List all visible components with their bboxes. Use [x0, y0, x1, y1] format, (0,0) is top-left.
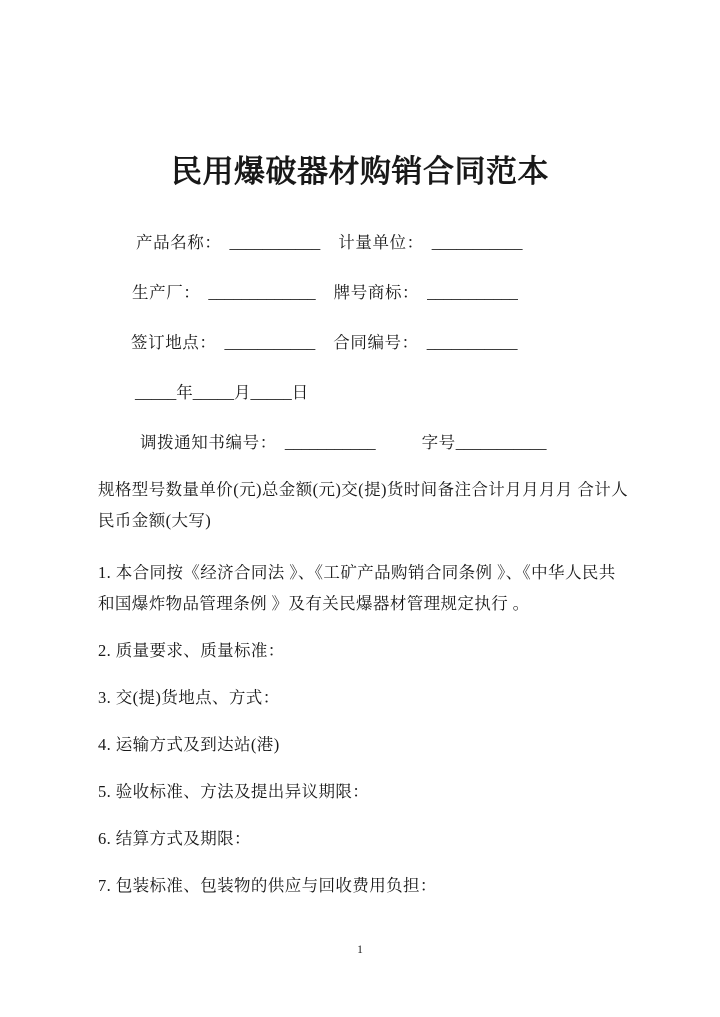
form-row-sign-place	[0, 332, 720, 354]
clause-6: 6. 结算方式及期限：	[98, 829, 251, 848]
manufacturer-field[interactable]: _____________	[208, 283, 316, 302]
transfer-notice-label: 调拨通知书编号：	[140, 433, 277, 452]
contract-header-form	[0, 232, 720, 480]
sign-place-field[interactable]: ___________	[224, 333, 316, 352]
clause-2: 2. 质量要求、质量标准：	[98, 641, 285, 660]
page-number: 1	[357, 944, 363, 956]
brand-field[interactable]: ___________	[427, 283, 518, 302]
contract-number-label: 合同编号：	[333, 333, 419, 352]
clause-1: 1. 本合同按《经济合同法 》、《工矿产品购销合同条例 》、《中华人民共和国爆炸物品管理条例 》及有关民爆器材管理规定执行 。	[98, 563, 616, 613]
unit-field[interactable]: ___________	[431, 233, 523, 252]
page-title: 民用爆破器材购销合同范本	[171, 154, 549, 189]
sign-place-label: 签订地点：	[131, 333, 217, 352]
form-row-date	[0, 382, 720, 404]
clause-7: 7. 包装标准、包装物的供应与回收费用负担：	[98, 876, 437, 895]
total-amount-row: 合计人民币金额(大写)	[98, 480, 629, 530]
manufacturer-label: 生产厂：	[132, 283, 201, 302]
serial-label: 字号	[421, 433, 456, 452]
contract-body	[98, 474, 632, 917]
contract-number-field[interactable]: ___________	[426, 333, 518, 352]
serial-field[interactable]: ___________	[455, 433, 547, 452]
product-name-field[interactable]: ___________	[229, 233, 321, 252]
table-header-run: 规格型号数量单价(元)总金额(元)交(提)货时间备注合计月月月月	[98, 480, 573, 499]
product-name-label: 产品名称：	[136, 233, 222, 252]
date-field[interactable]: _____年_____月_____日	[135, 383, 309, 402]
clause-5: 5. 验收标准、方法及提出异议期限：	[98, 782, 370, 801]
unit-label: 计量单位：	[338, 233, 424, 252]
clause-3: 3. 交(提)货地点、方式：	[98, 688, 280, 707]
clause-4: 4. 运输方式及到达站(港)	[98, 735, 280, 754]
form-row-manufacturer	[0, 282, 720, 304]
transfer-notice-field[interactable]: ___________	[284, 433, 376, 452]
form-row-transfer-notice	[0, 432, 720, 454]
table-header-run-text	[98, 474, 632, 536]
brand-label: 牌号商标：	[333, 283, 420, 302]
form-row-product	[0, 232, 720, 254]
